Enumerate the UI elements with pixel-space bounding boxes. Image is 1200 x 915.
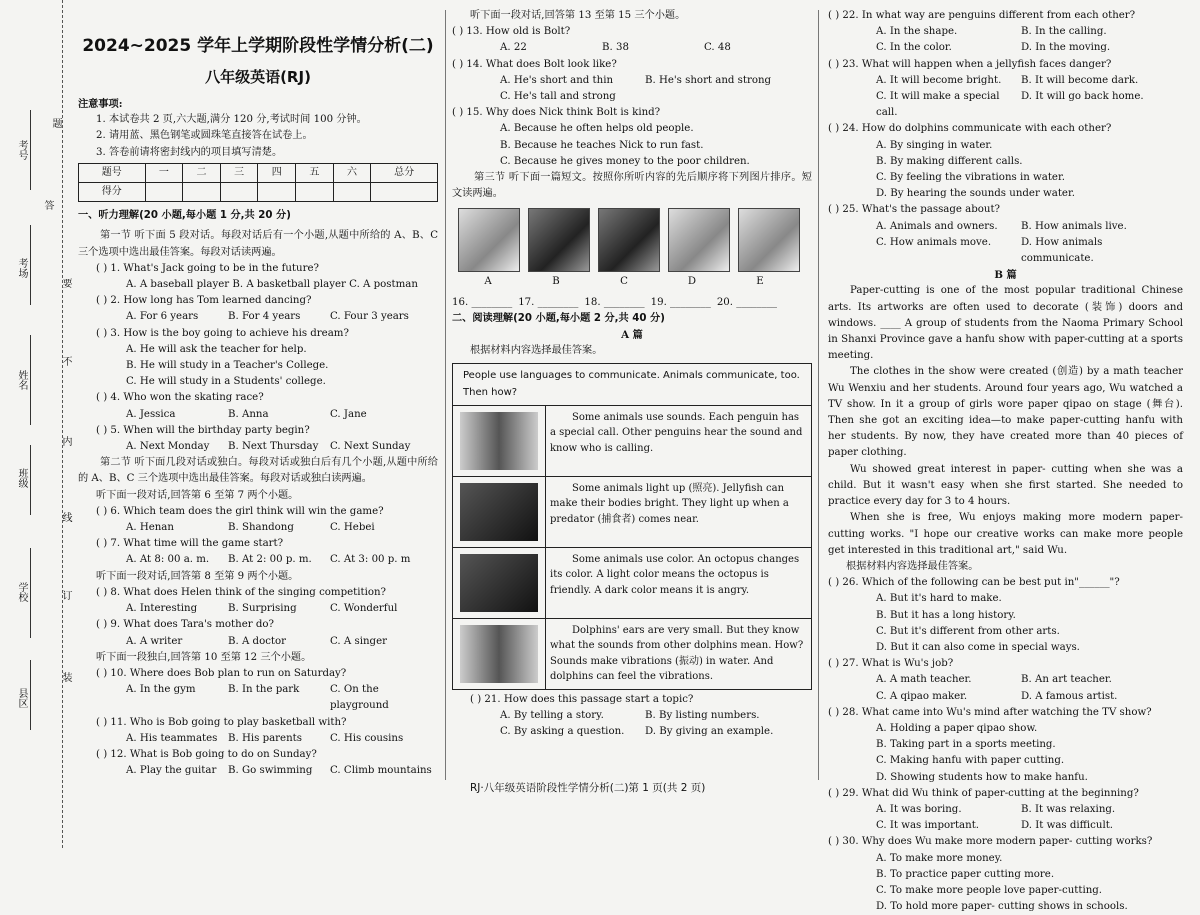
option: C. It was important. bbox=[876, 820, 980, 832]
field-exam-number: 考号 bbox=[16, 140, 27, 160]
column-2 bbox=[452, 8, 812, 740]
score-header-cell: 总分 bbox=[371, 163, 438, 182]
score-header-cell: 一 bbox=[145, 163, 183, 182]
column-divider bbox=[445, 10, 446, 780]
option: D. To hold more paper- cutting shows in schools. bbox=[876, 901, 1128, 913]
option: B. For 4 years bbox=[228, 311, 301, 323]
option: D. How animals communicate. bbox=[1021, 236, 1103, 265]
option: C. 48 bbox=[704, 42, 731, 54]
seal-char: 答 bbox=[42, 200, 53, 210]
field-line bbox=[30, 335, 31, 425]
question: ( ) 5. When will the birthday party begin? bbox=[96, 424, 310, 436]
options bbox=[828, 802, 1183, 818]
reading-header: 二、阅读理解(20 小题,每小题 2 分,共 40 分) bbox=[452, 312, 665, 324]
dolphin-image bbox=[453, 619, 546, 689]
option: A. It was boring. bbox=[876, 803, 962, 815]
option: A. 22 bbox=[500, 42, 527, 54]
option: A. Because he often helps old people. bbox=[500, 123, 694, 135]
picture-letter: B bbox=[552, 276, 560, 288]
score-cell[interactable] bbox=[296, 183, 334, 202]
score-header-cell: 六 bbox=[333, 163, 371, 182]
option: A. It will become bright. bbox=[876, 74, 1002, 86]
option: C. Jane bbox=[330, 408, 367, 420]
option: C. By feeling the vibrations in water. bbox=[876, 172, 1065, 184]
option: A. Holding a paper qipao show. bbox=[876, 722, 1038, 734]
option: C. At 3: 00 p. m bbox=[330, 554, 411, 566]
options bbox=[828, 24, 1183, 40]
passage-a-row bbox=[453, 548, 811, 619]
note-item: 2. 请用蓝、黑色钢笔或圆珠笔直接答在试卷上。 bbox=[96, 130, 313, 142]
binding-margin bbox=[0, 0, 71, 848]
question: ( ) 27. What is Wu's job? bbox=[828, 658, 954, 670]
score-header-cell: 五 bbox=[296, 163, 334, 182]
option: C. By asking a question. bbox=[500, 726, 625, 738]
column-1 bbox=[78, 8, 438, 779]
listening-instruction: 听下面一段对话,回答第 8 至第 9 两个小题。 bbox=[96, 570, 299, 582]
seal-char: 订 bbox=[60, 590, 71, 600]
option: A. Next Monday bbox=[126, 441, 210, 453]
score-cell[interactable] bbox=[183, 183, 221, 202]
options bbox=[452, 73, 812, 89]
field-exam-room: 考场 bbox=[16, 258, 27, 278]
option: B. Because he teaches Nick to run fast. bbox=[500, 139, 704, 151]
score-header-cell: 题号 bbox=[79, 163, 146, 182]
option: A. By singing in water. bbox=[876, 139, 993, 151]
score-cell[interactable] bbox=[333, 183, 371, 202]
option: C. Wonderful bbox=[330, 603, 398, 615]
option: C. On the playground bbox=[330, 684, 389, 712]
question: ( ) 1. What's Jack going to be in the future? bbox=[96, 262, 319, 274]
picture-e bbox=[738, 208, 800, 272]
question: ( ) 29. What did Wu think of paper-cutting at the beginning? bbox=[828, 787, 1139, 799]
option: A. A writer bbox=[126, 635, 183, 647]
score-header-cell: 三 bbox=[220, 163, 258, 182]
question: ( ) 10. Where does Bob plan to run on Saturday? bbox=[96, 667, 347, 679]
passage-b-paragraph: Wu showed great interest in paper- cutting when she was a child. But it wasn't easy when she first started. She needed to practice every day for 3 to 4 hours. bbox=[828, 463, 1183, 508]
options bbox=[828, 89, 1183, 121]
field-class: 班级 bbox=[16, 468, 27, 488]
question: ( ) 22. In what way are penguins different from each other? bbox=[828, 10, 1136, 21]
option: C. It will make a special call. bbox=[876, 91, 1000, 119]
option: C. A singer bbox=[330, 635, 387, 647]
option: A. Jessica bbox=[126, 408, 176, 420]
question: ( ) 30. Why does Wu make more modern paper- cutting works? bbox=[828, 836, 1153, 848]
option: A. Interesting bbox=[126, 603, 198, 615]
picture-letter: E bbox=[756, 276, 764, 288]
field-name: 姓名 bbox=[16, 370, 27, 390]
seal-char: 线 bbox=[60, 512, 71, 522]
passage-b-paragraph: Paper-cutting is one of the most popular traditional Chinese arts. Its artworks are often used to decorate (装饰) doors and windows. ____ A group of students from the Naoma Primary School in Shanxi Province gave a hanfu show with paper-cutting at a sports meeting. bbox=[828, 285, 1183, 362]
passage-a-row bbox=[453, 619, 811, 689]
option: B. Surprising bbox=[228, 603, 297, 615]
option: B. Go swimming bbox=[228, 765, 313, 777]
option: B. At 2: 00 p. m. bbox=[228, 554, 312, 566]
score-cell[interactable] bbox=[145, 183, 183, 202]
option: A. A math teacher. bbox=[876, 674, 972, 686]
passage-b-paragraph: When she is free, Wu enjoys making more modern paper- cutting works. "I hope our creative works can make more people get interested in this traditional art," said Wu. bbox=[828, 512, 1183, 556]
question: ( ) 8. What does Helen think of the singing competition? bbox=[96, 586, 386, 598]
passage-a-text: Some animals use sounds. Each penguin has a special call. Other penguins hear the sound and know who is calling. bbox=[550, 411, 803, 454]
picture-d bbox=[668, 208, 730, 272]
listening-instruction: 听下面一段对话,回答第 6 至第 7 两个小题。 bbox=[96, 489, 299, 501]
option: A. His teammates bbox=[126, 732, 218, 744]
option: C. Next Sunday bbox=[330, 441, 411, 453]
options bbox=[78, 552, 438, 568]
score-table-header-row bbox=[79, 163, 438, 182]
option: B. In the park bbox=[228, 684, 300, 696]
answer-blank[interactable]: 18. ________ bbox=[584, 296, 645, 308]
option: B. An art teacher. bbox=[1021, 674, 1112, 686]
option: C. But it's different from other arts. bbox=[876, 625, 1060, 637]
seal-char: 内 bbox=[60, 436, 71, 446]
field-line bbox=[30, 110, 31, 190]
option: A. At 8: 00 a. m. bbox=[126, 554, 210, 566]
question: ( ) 26. Which of the following can be best put in"______"? bbox=[828, 577, 1120, 589]
options bbox=[828, 818, 1183, 834]
option: B. Shandong bbox=[228, 522, 294, 534]
question: ( ) 23. What will happen when a jellyfish faces danger? bbox=[828, 58, 1112, 70]
options bbox=[78, 520, 438, 536]
picture-letter: D bbox=[687, 276, 697, 288]
picture-letter: C bbox=[620, 276, 628, 288]
option: C. A qipao maker. bbox=[876, 690, 968, 702]
passage-a-text: Some animals use color. An octopus changes its color. A light color means the octopus is friendly. A dark color means it is angry. bbox=[550, 553, 800, 596]
field-line bbox=[30, 660, 31, 730]
listening-section-3: 第三节 听下面一篇短文。按照你所听内容的先后顺序将下列图片排序。短文读两遍。 bbox=[452, 172, 812, 200]
listening-header: 一、听力理解(20 小题,每小题 1 分,共 20 分) bbox=[78, 210, 291, 222]
option: C. To make more people love paper-cutting. bbox=[876, 884, 1103, 896]
passage-a-text: Some animals light up (照亮). Jellyfish can make their bodies bright. They light up when a predator (捕食者) comes near. bbox=[550, 482, 789, 525]
question: ( ) 6. Which team does the girl think will win the game? bbox=[96, 505, 384, 517]
passage-a-text: Dolphins' ears are very small. But they know what the sounds from other dolphins mean. How? Sounds make vibrations (振动) in water. And dolphins can feel the vibrations. bbox=[550, 624, 804, 683]
options bbox=[828, 689, 1183, 705]
score-cell[interactable] bbox=[371, 183, 438, 202]
option: A. He will ask the teacher for help. bbox=[126, 343, 307, 355]
option: B. In the calling. bbox=[1021, 26, 1107, 38]
options bbox=[828, 40, 1183, 56]
option: B. Taking part in a sports meeting. bbox=[876, 739, 1056, 751]
option: B. A doctor bbox=[228, 635, 287, 647]
option: B. To practice paper cutting more. bbox=[876, 868, 1055, 880]
options bbox=[78, 634, 438, 650]
question: ( ) 15. Why does Nick think Bolt is kind? bbox=[452, 107, 661, 119]
options bbox=[78, 407, 438, 423]
option: A. He's short and thin bbox=[500, 74, 614, 86]
question: ( ) 2. How long has Tom learned dancing? bbox=[96, 295, 312, 307]
options bbox=[78, 601, 438, 617]
score-header-cell: 二 bbox=[183, 163, 221, 182]
option: A. By telling a story. bbox=[500, 710, 604, 722]
jellyfish-image bbox=[453, 477, 546, 547]
note-item: 3. 答卷前请将密封线内的项目填写清楚。 bbox=[96, 146, 283, 158]
option: D. A famous artist. bbox=[1021, 690, 1118, 702]
picture-b bbox=[528, 208, 590, 272]
option: B. By listing numbers. bbox=[645, 710, 760, 722]
listening-section-2: 第二节 听下面几段对话或独白。每段对话或独白后有几个小题,从题中所给的 A、B、C 三个选项中选出最佳答案。每段对话或独白读两遍。 bbox=[78, 457, 438, 485]
question: ( ) 7. What time will the game start? bbox=[96, 538, 284, 550]
field-line bbox=[30, 225, 31, 305]
option: B. By making different calls. bbox=[876, 155, 1023, 167]
option: A. In the gym bbox=[126, 684, 196, 696]
options bbox=[78, 439, 438, 455]
seal-char: 装 bbox=[60, 672, 71, 682]
options bbox=[452, 724, 812, 740]
options bbox=[828, 73, 1183, 89]
answer-blanks bbox=[452, 295, 812, 311]
reading-instruction: 根据材料内容选择最佳答案。 bbox=[470, 345, 603, 357]
options bbox=[828, 672, 1183, 688]
question: ( ) 14. What does Bolt look like? bbox=[452, 58, 617, 70]
column-3 bbox=[828, 8, 1183, 915]
score-header-cell: 四 bbox=[258, 163, 296, 182]
score-cell[interactable] bbox=[258, 183, 296, 202]
passage-a-row bbox=[453, 406, 811, 477]
listening-instruction: 听下面一段独白,回答第 10 至第 12 三个小题。 bbox=[96, 651, 312, 663]
option: C. In the color. bbox=[876, 42, 952, 54]
answer-blank[interactable]: 19. ________ bbox=[650, 296, 711, 308]
passage-a-title: A 篇 bbox=[621, 329, 643, 342]
question: ( ) 24. How do dolphins communicate with each other? bbox=[828, 123, 1112, 135]
options bbox=[452, 40, 812, 56]
column-divider bbox=[818, 10, 819, 780]
field-school: 学校 bbox=[16, 582, 27, 602]
question: ( ) 21. How does this passage start a topic? bbox=[470, 693, 694, 705]
passage-a-row bbox=[453, 477, 811, 548]
option: B. Anna bbox=[228, 408, 269, 420]
option: B. His parents bbox=[228, 732, 302, 744]
listening-section-1: 第一节 听下面 5 段对话。每段对话后有一个小题,从题中所给的 A、B、C 三个选项中选出最佳答案。每段对话读两遍。 bbox=[78, 230, 438, 258]
note-item: 1. 本试卷共 2 页,六大题,满分 120 分,考试时间 100 分钟。 bbox=[96, 114, 367, 126]
score-cell[interactable] bbox=[220, 183, 258, 202]
seal-char: 题 bbox=[50, 118, 61, 128]
option: C. He will study in a Students' college. bbox=[126, 376, 326, 388]
question: ( ) 9. What does Tara's mother do? bbox=[96, 619, 274, 631]
option: C. Four 3 years bbox=[330, 311, 409, 323]
question: ( ) 25. What's the passage about? bbox=[828, 204, 1001, 216]
option: B. It was relaxing. bbox=[1021, 803, 1116, 815]
option: B. It will become dark. bbox=[1021, 74, 1139, 86]
option: D. It will go back home. bbox=[1021, 91, 1144, 103]
exam-subtitle: 八年级英语(RJ) bbox=[205, 68, 311, 86]
score-row-label: 得分 bbox=[79, 183, 146, 202]
field-district: 县区 bbox=[16, 688, 27, 708]
options: A. A baseball player B. A basketball player C. A postman bbox=[126, 279, 418, 291]
question: ( ) 11. Who is Bob going to play basketball with? bbox=[96, 716, 347, 728]
page-footer: RJ·八年级英语阶段性学情分析(二)第 1 页(共 2 页) bbox=[470, 782, 706, 794]
question: ( ) 4. Who won the skating race? bbox=[96, 392, 264, 404]
question: ( ) 28. What came into Wu's mind after watching the TV show? bbox=[828, 706, 1152, 718]
option: D. In the moving. bbox=[1021, 42, 1111, 54]
picture-row bbox=[452, 208, 812, 272]
picture-c bbox=[598, 208, 660, 272]
option: B. He will study in a Teacher's College. bbox=[126, 360, 329, 372]
option: A. Play the guitar bbox=[126, 765, 217, 777]
question: ( ) 12. What is Bob going to do on Sunday? bbox=[96, 748, 317, 760]
options bbox=[78, 682, 438, 714]
option: D. But it can also come in special ways. bbox=[876, 641, 1080, 653]
option: B. 38 bbox=[602, 42, 629, 54]
option: C. Climb mountains bbox=[330, 765, 432, 777]
option: D. It was difficult. bbox=[1021, 820, 1114, 832]
answer-blank[interactable]: 16. ________ bbox=[452, 296, 513, 308]
field-line bbox=[30, 548, 31, 638]
option: B. How animals live. bbox=[1021, 220, 1127, 232]
options bbox=[828, 235, 1183, 267]
option: D. By hearing the sounds under water. bbox=[876, 188, 1075, 200]
option: B. He's short and strong bbox=[645, 74, 772, 86]
field-line bbox=[30, 445, 31, 515]
answer-blank[interactable]: 20. ________ bbox=[716, 296, 778, 308]
seal-char: 要 bbox=[60, 278, 71, 288]
option: B. Next Thursday bbox=[228, 441, 319, 453]
octopus-image bbox=[453, 548, 546, 618]
option: C. How animals move. bbox=[876, 236, 992, 248]
picture-a bbox=[458, 208, 520, 272]
score-table bbox=[78, 163, 438, 202]
option: D. Showing students how to make hanfu. bbox=[876, 771, 1088, 783]
question: ( ) 13. How old is Bolt? bbox=[452, 26, 571, 38]
option: A. To make more money. bbox=[876, 852, 1003, 864]
option: C. He's tall and strong bbox=[500, 91, 616, 103]
option: A. For 6 years bbox=[126, 311, 199, 323]
question: ( ) 3. How is the boy going to achieve his dream? bbox=[96, 327, 349, 339]
option: C. Because he gives money to the poor children. bbox=[500, 155, 750, 167]
passage-a-box bbox=[452, 363, 812, 689]
option: C. Hebei bbox=[330, 522, 375, 534]
options bbox=[78, 763, 438, 779]
option: D. By giving an example. bbox=[645, 726, 774, 738]
reading-instruction: 根据材料内容选择最佳答案。 bbox=[846, 560, 979, 572]
score-table-score-row bbox=[79, 183, 438, 202]
listening-instruction: 听下面一段对话,回答第 13 至第 15 三个小题。 bbox=[470, 10, 686, 21]
passage-a-heading: People use languages to communicate. Animals communicate, too. Then how? bbox=[453, 364, 811, 405]
passage-b-title: B 篇 bbox=[994, 269, 1017, 282]
option: A. But it's hard to make. bbox=[876, 593, 1002, 605]
passage-b-paragraph: The clothes in the show were created (创造) by a math teacher Wu Wenxiu and her students. Around four years ago, Wu watched a TV show. In it a group of girls wore paper qipao on stage (舞台). Then she got an exciting idea—to make paper-cutting hanfu with her students. By now, they have created more than 40 pieces of paper clothing. bbox=[828, 366, 1183, 459]
option: A. Henan bbox=[126, 522, 174, 534]
notes-title: 注意事项: bbox=[78, 98, 123, 110]
option: B. But it has a long history. bbox=[876, 609, 1016, 621]
picture-letters bbox=[452, 274, 812, 290]
penguin-image bbox=[453, 406, 546, 476]
options bbox=[828, 219, 1183, 235]
options bbox=[78, 731, 438, 747]
option: C. His cousins bbox=[330, 732, 404, 744]
options bbox=[452, 708, 812, 724]
exam-title: 2024~2025 学年上学期阶段性学情分析(二) bbox=[82, 36, 434, 56]
options bbox=[78, 309, 438, 325]
answer-blank[interactable]: 17. ________ bbox=[518, 296, 579, 308]
option: C. Making hanfu with paper cutting. bbox=[876, 755, 1065, 767]
option: A. Animals and owners. bbox=[876, 220, 998, 232]
picture-letter: A bbox=[484, 276, 492, 288]
seal-char: 不 bbox=[60, 356, 71, 366]
option: A. In the shape. bbox=[876, 26, 958, 38]
